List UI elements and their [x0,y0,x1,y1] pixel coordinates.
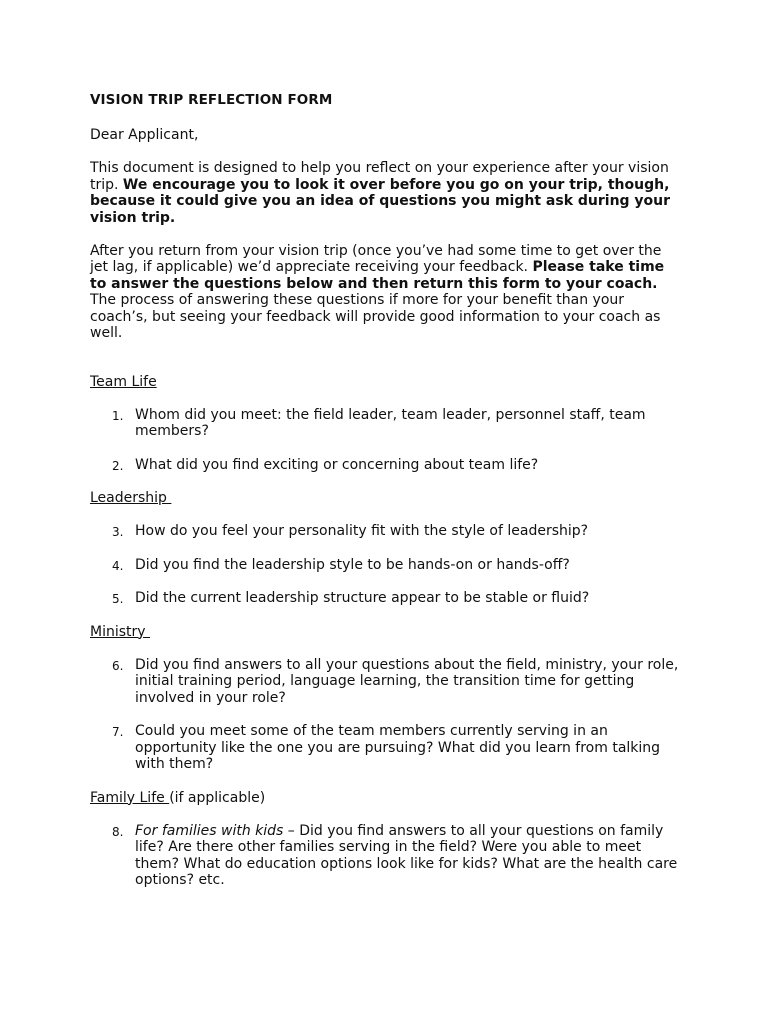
question-number: 4. [112,558,124,573]
section-heading-note: (if applicable) [169,789,266,806]
question-number: 5. [112,592,124,606]
question-item [90,557,680,574]
question-number: 1. [112,408,124,423]
question-item [90,723,680,773]
question-text [135,823,677,889]
question-number: 3. [112,525,124,539]
question-body-text: – Did you find answers to all your questions on family life? Are there other families serving in the field? Were you able to meet them? What do education options look like for kids? What are the health care options? etc. [135,822,678,888]
return-text-before: After you return from your vision trip (once you’ve had some time to get over the jet lag, if applicable) we’d appreciate receiving your feedback. [90,242,662,275]
question-text: How do you feel your personality fit with the style of leadership? [135,523,589,539]
question-italic-text: For families with kids [135,822,284,839]
question-number: 6. [112,658,124,673]
section-heading-family-life [90,790,680,807]
intro-bold-text: We encourage you to look it over before you go on your trip, though, because it could give you an idea of questions you might ask during your vision trip. [90,176,671,226]
return-text-after: The process of answering these questions if more for your benefit than your coach’s, but seeing your feedback will provide good information to your coach as well. [90,292,661,341]
question-list-leadership [90,523,680,607]
question-item [90,657,680,707]
question-number: 7. [112,725,124,739]
question-item [90,590,680,607]
section-heading-ministry [90,624,680,641]
section-heading-label: Ministry [90,623,151,640]
question-text: Did the current leadership structure appear to be stable or fluid? [135,590,590,606]
intro-text: This document is designed to help you reflect on your experience after your vision trip. [90,160,669,193]
document-page [90,92,680,906]
section-heading-leadership [90,490,680,507]
question-list-ministry [90,657,680,773]
section-heading-label: Family Life [90,789,170,806]
question-text: Did you find the leadership style to be hands-on or hands-off? [135,556,570,573]
question-text: Did you find answers to all your questions about the field, ministry, your role, initial training period, language learning, the transition time for getting involved in your role? [135,656,679,706]
intro-paragraph [90,160,680,226]
greeting: Dear Applicant, [90,126,199,143]
question-text: What did you find exciting or concerning about team life? [135,456,539,473]
section-heading-team-life [90,374,680,391]
return-paragraph [90,243,680,342]
document-title: VISION TRIP REFLECTION FORM [90,92,333,108]
question-number: 2. [112,458,124,473]
section-heading-label: Team Life [90,373,157,390]
question-list-family-life [90,823,680,889]
question-item [90,407,680,440]
question-item [90,457,680,474]
question-list-team-life [90,407,680,474]
question-text: Whom did you meet: the field leader, team leader, personnel staff, team members? [135,406,646,439]
question-item [90,523,680,540]
question-item [90,823,680,889]
question-text: Could you meet some of the team members currently serving in an opportunity like the one you are pursuing? What did you learn from talking with them? [135,723,661,772]
question-number: 8. [112,824,124,839]
section-heading-label: Leadership [90,490,172,506]
return-bold-text: Please take time to answer the questions below and then return this form to your coach. [90,259,665,292]
